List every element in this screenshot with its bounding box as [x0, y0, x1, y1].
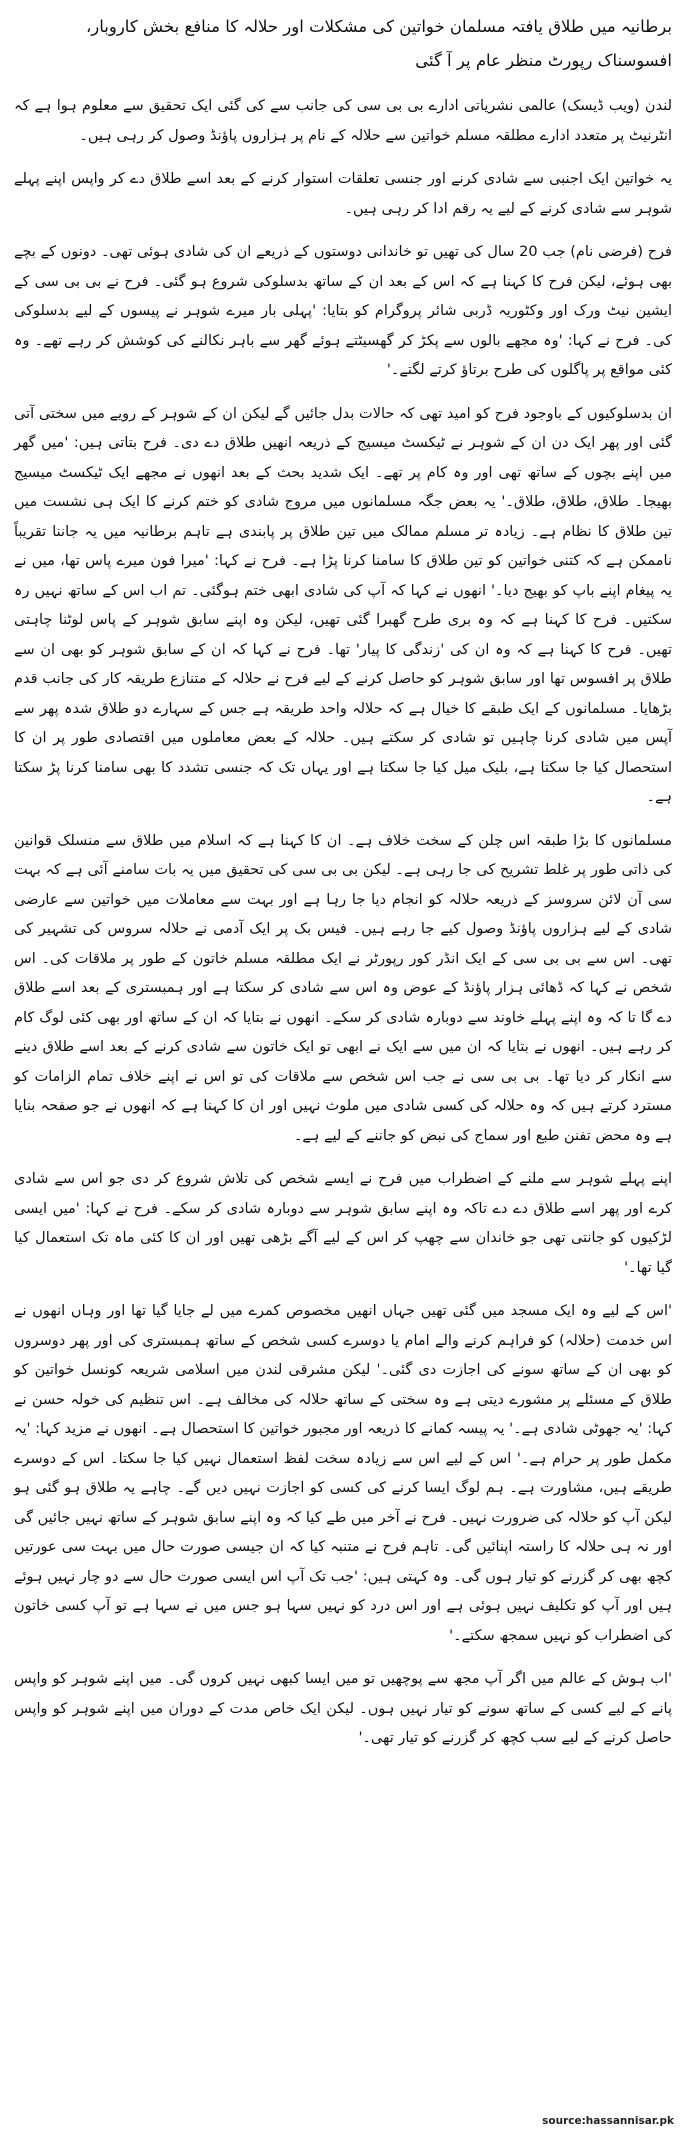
article-paragraph-4: ان بدسلوکیوں کے باوجود فرح کو امید تھی کہ حالات بدل جائیں گے لیکن ان کے شوہر کے رویے میں سختی آتی گئی اور پھر ایک دن ان کے شوہر نے ٹیکسٹ میسیج کے ذریعہ انھیں طلاق دے دی۔ فرح بتاتی ہیں: 'میں گھر میں اپنے بچوں کے ساتھ تھی اور وہ کام پر تھے۔ ایک شدید بحث کے بعد انھوں نے مجھے ایک ٹیکسٹ میسیج بھیجا۔ طلاق، طلاق، طلاق۔' یہ بعض جگہ مسلمانوں میں مروج شادی کو ختم کرنے کا ایک ہی نشست میں تین طلاق کا نظام ہے۔ زیادہ تر مسلم ممالک میں تین طلاق پر پابندی ہے تاہم برطانیہ میں یہ جاننا تقریباً ناممکن ہے کہ کتنی خواتین کو تین طلاق کا سامنا کرنا پڑا ہے۔ فرح نے کہا: 'میرا فون میرے پاس تھا، میں نے یہ پیغام اپنے باپ کو بھیج دیا۔' انھوں نے کہا کہ آپ کی شادی ابھی ختم ہوگئی۔ تم اب اس کے ساتھ نہیں رہ سکتیں۔ فرح کا کہنا ہے کہ وہ بری طرح گھبرا گئی تھیں، لیکن وہ اپنے سابق شوہر کے پاس لوٹنا چاہتی تھیں۔ فرح کا کہنا ہے کہ وہ ان کی 'زندگی کا پیار' تھا۔ فرح نے کہا کہ ان کے سابق شوہر کو بھی ان سے طلاق پر افسوس تھا اور سابق شوہر کو حاصل کرنے کے لیے فرح نے حلالہ کے متنازع طریقہ کار کی جانب قدم بڑھایا۔ مسلمانوں کے ایک طبقے کا خیال ہے کہ حلالہ واحد طریقہ ہے جس کے سہارے دو طلاق شدہ پھر سے آپس میں شادی کرنا چاہیں تو شادی کر سکتے ہیں۔ حلالہ کے بعض معاملوں میں اقتصادی طور پر ان کا استحصال کیا جا سکتا ہے، بلیک میل کیا جا سکتا ہے اور یہاں تک کہ جنسی تشدد کا بھی سامنا کرنا پڑ سکتا ہے۔: [14, 405, 672, 805]
article-paragraph-6: اپنے پہلے شوہر سے ملنے کے اضطراب میں فرح نے ایسے شخص کی تلاش شروع کر دی جو اس سے شادی کرے اور پھر اسے طلاق دے دے تاکہ وہ اپنے سابق شوہر سے دوبارہ شادی کر سکے۔ فرح نے کہا: 'میں ایسی لڑکیوں کو جانتی تھی جو خاندان سے چھپ کر اس کے لیے آگے بڑھی تھیں اور ان کا کئی ماہ تک استعمال کیا گیا تھا۔': [14, 1171, 672, 1276]
article-paragraph-7: 'اس کے لیے وہ ایک مسجد میں گئی تھیں جہاں انھیں مخصوص کمرے میں لے جایا گیا تھا اور وہاں انھوں نے اس خدمت (حلالہ) کو فراہم کرنے والے امام یا دوسرے کسی شخص کے ساتھ ہمبستری کی اور پھر دوسروں کو بھی ان کے ساتھ سونے کی اجازت دی گئی۔' لیکن مشرقی لندن میں اسلامی شریعہ کونسل خواتین کو طلاق کے مسئلے پر مشورے دیتی ہے وہ سختی کے ساتھ حلالہ کی مخالف ہے۔ اس تنظیم کی خولہ حسن نے کہا: 'یہ جھوٹی شادی ہے۔' یہ پیسہ کمانے کا ذریعہ اور مجبور خواتین کا استحصال ہے۔ انھوں نے مزید کہا: 'یہ مکمل طور پر حرام ہے۔' اس کے لیے اس سے زیادہ سخت لفظ استعمال نہیں کیا جا سکتا۔ اس کے دوسرے طریقے ہیں، مشاورت ہے۔ ہم لوگ ایسا کرنے کی کسی کو اجازت نہیں دیں گے۔ چاہے یہ طلاق ہو گئی ہو لیکن آپ کو حلالہ کی ضرورت نہیں۔ فرح نے آخر میں طے کیا کہ وہ اپنے سابق شوہر کے ساتھ نہیں جائیں گی اور نہ ہی حلالہ کا راستہ اپنائیں گی۔ تاہم فرح نے متنبہ کیا کہ ان جیسی صورت حال میں بہت سی عورتیں کچھ بھی کر گزرنے کو تیار ہوں گی۔ وہ کہتی ہیں: 'جب تک آپ اس ایسی صورت حال سے دو چار نہیں ہوئے ہیں اور آپ کو تکلیف نہیں ہوئی ہے اور اس درد کو نہیں سہا ہو جس میں نے سہا ہے تو آپ کسی خاتون کی اضطراب کو نہیں سمجھ سکتے۔': [14, 1303, 672, 1644]
article-paragraph-8: 'اب ہوش کے عالم میں اگر آپ مجھ سے پوچھیں تو میں ایسا کبھی نہیں کروں گی۔ میں اپنے شوہر کو واپس پانے کے لیے کسی کے ساتھ سونے کو تیار نہیں ہوں۔ لیکن ایک خاص مدت کے دوران میں اپنے شوہر کو واپس حاصل کرنے کے لیے سب کچھ کر گزرنے کو تیار تھی۔': [14, 1671, 672, 1746]
article-paragraph-3: فرح (فرضی نام) جب 20 سال کی تھیں تو خاندانی دوستوں کے ذریعے ان کی شادی ہوئی تھی۔ دونوں کے بچے بھی ہوئے، لیکن فرح کا کہنا ہے کہ اس کے بعد ان کے ساتھ بدسلوکی شروع ہو گئی۔ فرح نے بی بی سی کے ایشین نیٹ ورک اور وکٹوریہ ڈربی شائر پروگرام کو بتایا: 'پہلی بار میرے شوہر نے پیسوں کے لیے بدسلوکی کی۔ فرح نے کہا: 'وہ مجھے بالوں سے پکڑ کر گھسیٹتے ہوئے گھر سے باہر نکالنے کی کوشش کر رہے تھے۔ وہ کئی مواقع پر پاگلوں کی طرح برتاؤ کرتے لگتے۔': [14, 244, 672, 378]
article-paragraph-5: مسلمانوں کا بڑا طبقہ اس چلن کے سخت خلاف ہے۔ ان کا کہنا ہے کہ اسلام میں طلاق سے منسلک قوانین کی ذاتی طور پر غلط تشریح کی جا رہی ہے۔ لیکن بی بی سی کی تحقیق میں یہ بات سامنے آئی ہے کہ بہت سی آن لائن سروسز کے ذریعہ حلالہ کو انجام دیا جا رہا ہے اور بہت سے معاملات میں خواتین سے عارضی شادی کے لیے ہزاروں پاؤنڈ وصول کیے جا رہے ہیں۔ فیس بک پر ایک آدمی نے حلالہ سروس کی تشہیر کی تھی۔ اس سے بی بی سی کے ایک انڈر کور رپورٹر نے ایک مطلقہ مسلم خاتون کے طور پر ملاقات کی۔ اس شخص نے کہا کہ ڈھائی ہزار پاؤنڈ کے عوض وہ اس سے شادی کر سکتا ہے اور ہمبستری کے بعد اسے طلاق دے گا تا کہ وہ اپنے پہلے خاوند سے دوبارہ شادی کر سکے۔ انھوں نے بتایا کہ ان کے ساتھ اور بھی کئی لوگ کام کر رہے ہیں۔ انھوں نے بتایا کہ ان میں سے ایک نے ابھی تو ایک خاتون سے شادی کرنے کے بعد اسے طلاق دینے سے انکار کر دیا تھا۔ بی بی سی نے جب اس شخص سے ملاقات کی تو اس نے اپنے خلاف تمام الزامات کو مسترد کرتے ہیں کہ وہ حلالہ کی کسی شادی میں ملوث نہیں اور ان کا کہنا ہے کہ انھوں نے جو صفحہ بنایا ہے وہ محض تفنن طبع اور سماج کی نبض کو جاننے کے لیے ہے۔: [14, 832, 672, 1144]
article-paragraph-2: یہ خواتین ایک اجنبی سے شادی کرنے اور جنسی تعلقات استوار کرنے کے بعد اسے طلاق دے کر واپس اپنے پہلے شوہر سے شادی کرنے کے لیے یہ رقم ادا کر رہی ہیں۔: [14, 171, 672, 217]
source-credit: source:hassannisar.pk: [542, 2115, 674, 2127]
article-headline: برطانیہ میں طلاق یافتہ مسلمان خواتین کی مشکلات اور حلالہ کا منافع بخش کاروبار، افسوسناک رپورٹ منظر عام پر آ گئی: [85, 17, 672, 70]
article-paragraph-1: لندن (ویب ڈیسک) عالمی نشریاتی ادارے بی بی سی کی جانب سے کی گئی ایک تحقیق سے معلوم ہوا ہے کہ انٹرنیٹ پر متعدد ادارے مطلقہ مسلم خواتین سے حلالہ کے نام پر ہزاروں پاؤنڈ وصول کر رہی ہیں۔: [14, 98, 672, 144]
